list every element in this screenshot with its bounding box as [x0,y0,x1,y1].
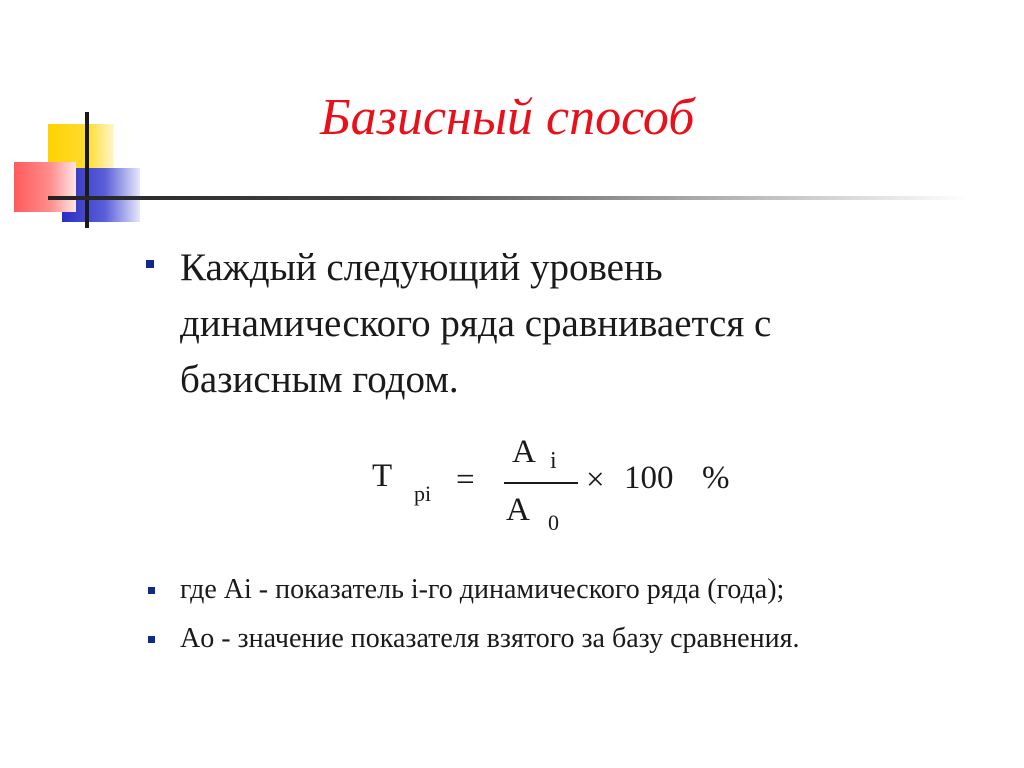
formula-lhs-subscript: pi [414,481,432,506]
growth-rate-formula [372,432,752,542]
bullet-marker [146,260,154,268]
note-where-ai: где Ai - показатель i-го динамического ряда (года); [180,574,785,605]
formula-lhs: T [372,458,393,494]
formula-denominator: A [506,492,530,528]
bullet-marker [148,636,155,643]
decorative-squares-logo [0,0,200,240]
formula-numerator-subscript: i [550,448,557,474]
fraction-bar [504,482,578,484]
formula-times: × [586,462,605,498]
red-square [14,162,76,212]
note-ao: Ao - значение показателя взятого за базу сравнения. [180,623,800,654]
formula-percent: % [702,460,730,496]
slide-title: Базисный способ [320,89,695,146]
main-bullet-text: Каждый следующий уровень динамического ряда сравнивается с базисным годом. [180,246,772,401]
formula-denominator-subscript: 0 [548,510,559,535]
bullet-marker [148,587,155,594]
formula-factor: 100 [624,460,674,496]
title-divider [48,196,968,200]
formula-equals: = [456,462,475,498]
formula-numerator: A [512,434,536,470]
